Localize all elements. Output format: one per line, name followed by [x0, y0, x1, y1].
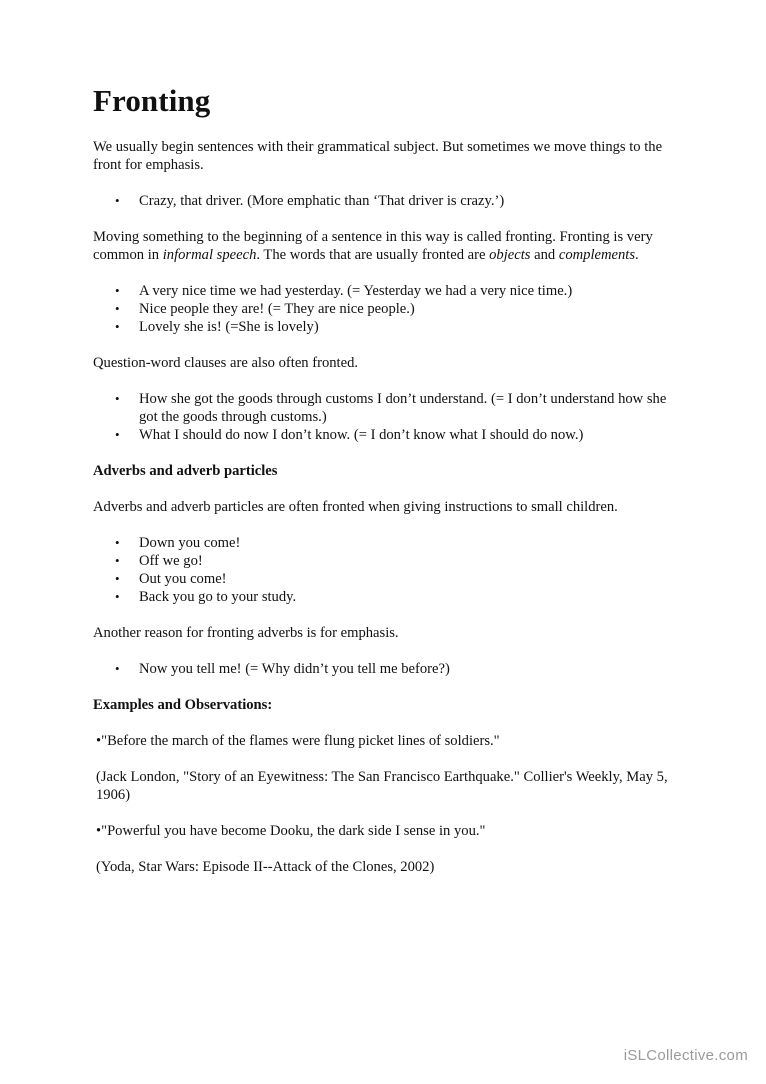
question-word-example-list	[93, 390, 683, 444]
citation-1: (Jack London, "Story of an Eyewitness: The San Francisco Earthquake." Collier's Weekly, May 5, 1906)	[96, 769, 668, 803]
object-example-list	[93, 282, 683, 336]
list-item: • Out you come!	[115, 571, 227, 587]
list-item: • Down you come!	[115, 535, 241, 551]
list-item: • Nice people they are! (= They are nice people.)	[115, 301, 415, 317]
list-item: • What I should do now I don’t know. (= I don’t know what I should do now.)	[115, 427, 584, 443]
bullet-icon: •	[115, 283, 120, 298]
bullet-icon: •	[115, 391, 120, 406]
list-item: • How she got the goods through customs I don’t understand. (= I don’t understand how she got the goods through customs.)	[115, 391, 667, 425]
citation-2: (Yoda, Star Wars: Episode II--Attack of the Clones, 2002)	[96, 859, 435, 875]
list-item: • A very nice time we had yesterday. (= Yesterday we had a very nice time.)	[115, 283, 573, 299]
bullet-icon: •	[115, 589, 120, 604]
list-item: • Crazy, that driver. (More emphatic than ‘That driver is crazy.’)	[115, 193, 505, 209]
intro-example-list	[93, 192, 683, 210]
list-item: • Off we go!	[115, 553, 203, 569]
bullet-icon: •	[115, 661, 120, 676]
list-item: • Back you go to your study.	[115, 589, 297, 605]
bullet-icon: •	[115, 319, 120, 334]
bullet-icon: •	[115, 571, 120, 586]
bullet-icon: •	[115, 193, 120, 208]
bullet-icon: •	[115, 553, 120, 568]
document-page	[93, 82, 683, 894]
intro-paragraph: We usually begin sentences with their grammatical subject. But sometimes we move things to the front for emphasis.	[93, 139, 663, 173]
adverbs-paragraph: Adverbs and adverb particles are often fronted when giving instructions to small children.	[93, 499, 618, 515]
bullet-icon: •	[115, 535, 120, 550]
adverb-example-list	[93, 534, 683, 606]
definition-paragraph: Moving something to the beginning of a sentence in this way is called fronting. Fronting is very common in informal speech. The words that are usually fronted are objects and complements.	[93, 229, 653, 263]
bullet-icon: •	[115, 427, 120, 442]
bullet-icon: •	[115, 301, 120, 316]
list-item: • Now you tell me! (= Why didn’t you tell me before?)	[115, 661, 450, 677]
quote-1: •"Before the march of the flames were flung picket lines of soldiers."	[96, 733, 500, 749]
quote-2: •"Powerful you have become Dooku, the dark side I sense in you."	[96, 823, 486, 839]
emphasis-example-list	[93, 660, 683, 678]
list-item: • Lovely she is! (=She is lovely)	[115, 319, 319, 335]
emphasis-paragraph: Another reason for fronting adverbs is for emphasis.	[93, 625, 399, 641]
adverbs-heading: Adverbs and adverb particles	[93, 463, 278, 479]
watermark: iSLCollective.com	[623, 1047, 748, 1064]
question-word-paragraph: Question-word clauses are also often fronted.	[93, 355, 359, 371]
page-title: Fronting	[93, 83, 211, 118]
observations-heading: Examples and Observations:	[93, 697, 273, 713]
